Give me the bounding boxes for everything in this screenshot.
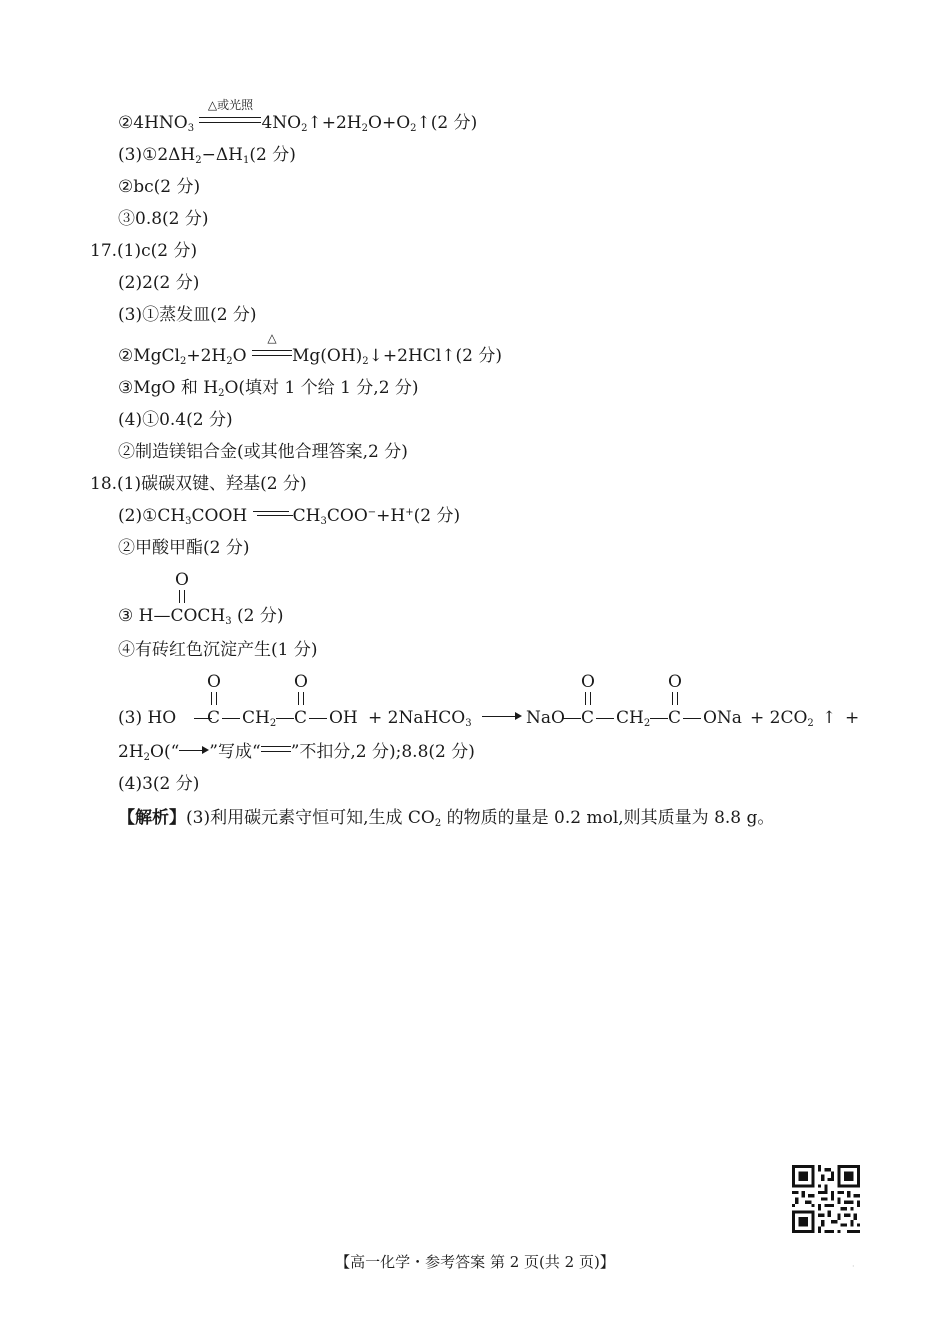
question-18-2-4: ④有砖红色沉淀产生(1 分) (118, 640, 318, 660)
reversible-arrow (253, 510, 293, 518)
question-17-4-1: (4)①0.4(2 分) (118, 410, 233, 430)
carbon-3: C (581, 708, 595, 728)
sodium-bicarbonate: + 2NaHCO$_3$ (368, 708, 472, 729)
carbon-2: C (294, 708, 308, 728)
question-17-2: (2)2(2 分) (118, 273, 200, 293)
question-18-1: 18.(1)碳碳双键、羟基(2 分) (90, 474, 307, 494)
question-18-2-2: ②甲酸甲酯(2 分) (118, 538, 250, 558)
equation-hno3-decomposition: $②4HNO_3$ △或光照 $4NO_2↑+2H_2O+O_2↑(2$ 分) (118, 98, 478, 134)
double-bond-1 (211, 692, 217, 705)
reaction-water-note: $2H_2O(“$ ”写成“ ”不扣分,2 分);8.8(2 分) (118, 742, 475, 763)
product-nao: NaO (526, 708, 565, 728)
question-17-3-3: ③MgO 和 $H_2O$(填对 1 个给 1 分,2 分) (118, 378, 419, 399)
reaction-condition: △或光照 (199, 113, 261, 133)
carbonyl-oxygen-3: O (581, 672, 595, 692)
carbon-1: C (207, 708, 221, 728)
question-17-4-2: ②制造镁铝合金(或其他合理答案,2 分) (118, 442, 408, 462)
question-18-4: (4)3(2 分) (118, 774, 200, 794)
methyl-formate-structure: ③ $H—COCH_3$ (2 分) (118, 606, 284, 627)
page-footer: 【高一化学・参考答案 第 2 页(共 2 页)】 (335, 1253, 615, 1271)
bond (650, 718, 668, 719)
question-17-3-1: (3)①蒸发皿(2 分) (118, 305, 257, 325)
plus-sign: + (845, 708, 860, 728)
reaction-condition: △ (252, 346, 292, 366)
scan-mark: · (852, 1262, 855, 1271)
product-ona: ONa (703, 708, 742, 728)
reaction-arrow (482, 708, 522, 728)
methylene-1: $CH_2$ (242, 708, 277, 729)
bond (683, 718, 701, 719)
bond (222, 718, 240, 719)
equation-acetic-acid-ionization: $(2)①CH_3COOH$ $CH_3COO^-+H^+(2$ 分) (118, 506, 461, 527)
gas-up-arrow: ↑ (822, 708, 837, 728)
reaction-reactant-prefix: (3) HO (118, 708, 177, 728)
double-bond-3 (585, 692, 591, 705)
answer-3-2: ②bc(2 分) (118, 177, 201, 197)
bond (596, 718, 614, 719)
carbonyl-oxygen: O (175, 570, 189, 590)
analysis: 【解析】(3)利用碳元素守恒可知,生成 $CO_2$ 的物质的量是 0.2 mol,则其质量为 8.8 g。 (118, 808, 775, 829)
equation-mgcl2-hydrolysis: $②MgCl_2+2H_2O$ △ $Mg(OH)_2↓+2HCl↑(2$ 分) (118, 331, 502, 367)
qr-code (792, 1165, 860, 1233)
carbon-4: C (668, 708, 682, 728)
carbonyl-oxygen-4: O (668, 672, 682, 692)
bond (276, 718, 294, 719)
methylene-2: $CH_2$ (616, 708, 651, 729)
answer-3-3: ③0.8(2 分) (118, 209, 209, 229)
analysis-tag: 【解析】 (118, 808, 186, 828)
double-bond-4 (672, 692, 678, 705)
carbon-dioxide: + $2CO_2$ (750, 708, 814, 729)
answer-3-1: $(3)①2\Delta H_2-\Delta H_1(2$ 分) (118, 145, 296, 166)
question-17-1: 17.(1)c(2 分) (90, 241, 198, 261)
bond (563, 718, 581, 719)
double-bond (179, 590, 185, 603)
double-bond-2 (298, 692, 304, 705)
bond (309, 718, 327, 719)
carbonyl-oxygen-2: O (294, 672, 308, 692)
hydroxyl: OH (329, 708, 358, 728)
carbonyl-oxygen-1: O (207, 672, 221, 692)
